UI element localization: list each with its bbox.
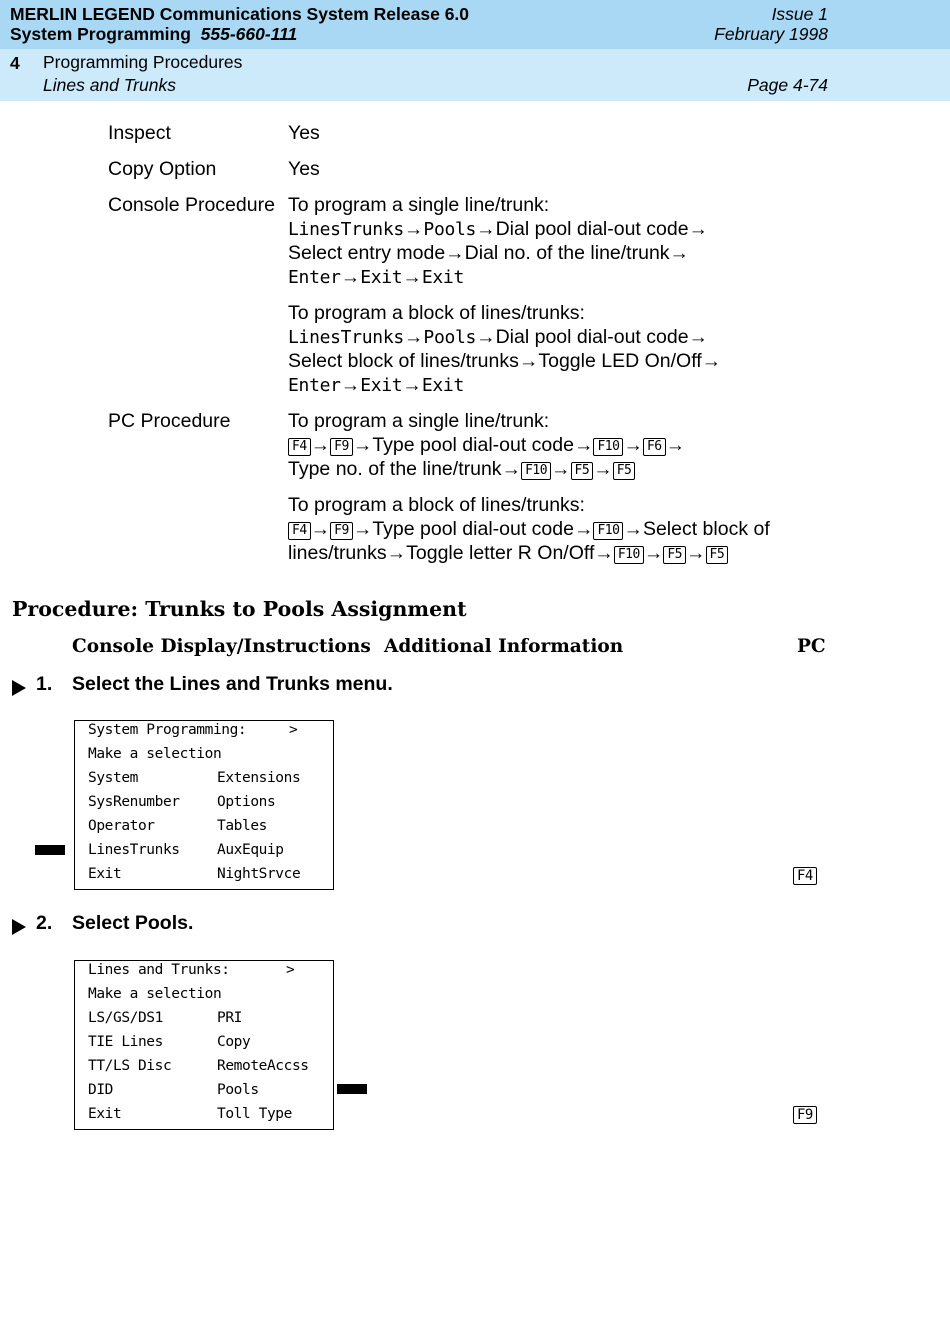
arrow: → [403, 326, 424, 348]
pc-key [793, 1106, 817, 1125]
display-option: Operator [88, 818, 155, 834]
display-subtitle: Make a selection [88, 746, 222, 762]
arrow: → [573, 518, 594, 540]
display-exit: Exit [421, 267, 464, 288]
arrow: → [688, 326, 709, 348]
display-option: Options [217, 794, 276, 810]
arrow: → [669, 242, 690, 264]
step-text: Toggle letter R On/Off [406, 542, 595, 564]
doc-subtitle [10, 24, 297, 44]
console-display [74, 720, 334, 890]
step-number: 1. [36, 673, 53, 695]
step-instruction: Select Pools. [72, 912, 194, 934]
console-single-line3 [288, 265, 464, 290]
display-pools: Pools [423, 219, 477, 240]
display-pools: Pools [423, 327, 477, 348]
display-enter: Enter [288, 267, 341, 288]
console-block-line2 [288, 349, 721, 373]
section-title: Lines and Trunks [43, 75, 176, 95]
f10-key-icon: F10 [593, 522, 623, 540]
arrow: → [445, 242, 465, 264]
step-number: 2. [36, 912, 53, 934]
step-bullet-icon [12, 680, 26, 696]
arrow: → [340, 266, 361, 288]
display-option: NightSrvce [217, 866, 301, 882]
column-additional-header: Additional Information [384, 636, 624, 657]
f5-key-icon: F5 [706, 546, 729, 564]
f5-key-icon: F5 [571, 462, 594, 480]
step-text: Select block of [642, 518, 770, 540]
arrow: → [573, 434, 594, 456]
arrow: → [386, 542, 407, 564]
arrow: → [403, 218, 424, 240]
step-text: Type no. of the line/trunk [288, 458, 502, 480]
display-exit: Exit [421, 375, 464, 396]
display-option: System [88, 770, 138, 786]
arrow: → [476, 218, 496, 240]
display-option: SysRenumber [88, 794, 180, 810]
step-text: Dial pool dial-out code [495, 326, 689, 348]
arrow: → [501, 458, 522, 480]
f10-key-icon: F10 [614, 546, 644, 564]
display-enter: Enter [288, 375, 341, 396]
display-linestrunks: LinesTrunks [288, 219, 404, 240]
step-text: Select block of lines/trunks [288, 350, 519, 372]
f4-key-icon: F4 [288, 438, 311, 456]
display-option-pools: Pools [217, 1082, 259, 1098]
display-option: AuxEquip [217, 842, 284, 858]
console-single-intro: To program a single line/trunk: [288, 194, 550, 216]
pc-single-line1 [288, 433, 685, 457]
display-linestrunks: LinesTrunks [288, 327, 404, 348]
doc-number: 555-660-111 [200, 24, 298, 44]
arrow: → [310, 434, 331, 456]
arrow: → [701, 350, 722, 372]
display-option: Exit [88, 866, 122, 882]
arrow: → [594, 542, 614, 564]
display-subtitle: Make a selection [88, 986, 222, 1002]
pc-single-line2 [288, 457, 635, 481]
pc-block-intro: To program a block of lines/trunks: [288, 494, 585, 516]
procedure-title: Procedure: Trunks to Pools Assignment [12, 597, 467, 621]
f9-key-icon: F9 [330, 438, 353, 456]
pc-single-intro: To program a single line/trunk: [288, 410, 550, 432]
issue-date: February 1998 [714, 24, 828, 44]
step-text: Select entry mode [288, 242, 446, 264]
arrow: → [686, 542, 706, 564]
column-pc-header: PC [797, 636, 826, 657]
selection-marker [337, 1084, 367, 1094]
inspect-value: Yes [288, 122, 320, 144]
chapter-title: Programming Procedures [43, 52, 243, 72]
issue-label: Issue 1 [771, 4, 828, 24]
selection-marker [35, 845, 65, 855]
step-text: Toggle LED On/Off [538, 350, 702, 372]
step-text: Type pool dial-out code [372, 518, 574, 540]
f9-key-icon: F9 [793, 1106, 817, 1124]
arrow: → [352, 518, 373, 540]
console-block-intro: To program a block of lines/trunks: [288, 302, 585, 324]
display-exit: Exit [360, 375, 403, 396]
f5-key-icon: F5 [613, 462, 636, 480]
console-single-line1 [288, 217, 708, 242]
display-option: TIE Lines [88, 1034, 163, 1050]
f10-key-icon: F10 [593, 438, 623, 456]
arrow: → [352, 434, 373, 456]
display-more-indicator: > [289, 722, 298, 738]
page-number: Page 4-74 [747, 75, 828, 95]
display-option: Tables [217, 818, 267, 834]
display-option: Extensions [217, 770, 301, 786]
display-option: PRI [217, 1010, 242, 1026]
arrow: → [402, 374, 422, 396]
display-option: Copy [217, 1034, 251, 1050]
pc-block-line1 [288, 517, 770, 541]
display-option: TT/LS Disc [88, 1058, 172, 1074]
arrow: → [665, 434, 686, 456]
console-procedure-label: Console Procedure [108, 194, 275, 216]
display-exit: Exit [360, 267, 403, 288]
step-instruction: Select the Lines and Trunks menu. [72, 673, 393, 695]
step-text: Dial pool dial-out code [495, 218, 689, 240]
arrow: → [688, 218, 709, 240]
f10-key-icon: F10 [521, 462, 551, 480]
step-bullet-icon [12, 919, 26, 935]
arrow: → [643, 542, 664, 564]
console-block-line1 [288, 325, 708, 350]
arrow: → [402, 266, 422, 288]
doc-subtitle-text: System Programming [10, 24, 191, 44]
arrow: → [518, 350, 539, 372]
pc-key [793, 867, 817, 886]
copy-option-value: Yes [288, 158, 320, 180]
display-option: Exit [88, 1106, 122, 1122]
column-console-header: Console Display/Instructions [72, 636, 371, 657]
step-text: Dial no. of the line/trunk [464, 242, 670, 264]
display-option: RemoteAccss [217, 1058, 309, 1074]
step-text: Type pool dial-out code [372, 434, 574, 456]
display-option: LS/GS/DS1 [88, 1010, 163, 1026]
arrow: → [623, 518, 643, 540]
display-title: Lines and Trunks: [88, 962, 230, 978]
display-option-linestrunks: LinesTrunks [88, 842, 180, 858]
copy-option-label: Copy Option [108, 158, 217, 180]
arrow: → [593, 458, 613, 480]
arrow: → [340, 374, 361, 396]
doc-title: MERLIN LEGEND Communications System Release 6.0 [10, 4, 470, 24]
step-text: lines/trunks [288, 542, 387, 564]
chapter-number: 4 [10, 53, 20, 73]
console-block-line3 [288, 373, 464, 398]
display-more-indicator: > [286, 962, 295, 978]
console-single-line2 [288, 241, 689, 265]
f4-key-icon: F4 [793, 867, 817, 885]
pc-procedure-label: PC Procedure [108, 410, 231, 432]
console-display [74, 960, 334, 1130]
f9-key-icon: F9 [330, 522, 353, 540]
arrow: → [476, 326, 496, 348]
display-option: DID [88, 1082, 113, 1098]
arrow: → [623, 434, 643, 456]
f6-key-icon: F6 [643, 438, 666, 456]
display-option: Toll Type [217, 1106, 292, 1122]
f5-key-icon: F5 [663, 546, 686, 564]
pc-block-line2 [288, 541, 728, 565]
f4-key-icon: F4 [288, 522, 311, 540]
display-title: System Programming: [88, 722, 247, 738]
arrow: → [551, 458, 571, 480]
arrow: → [310, 518, 331, 540]
inspect-label: Inspect [108, 122, 171, 144]
